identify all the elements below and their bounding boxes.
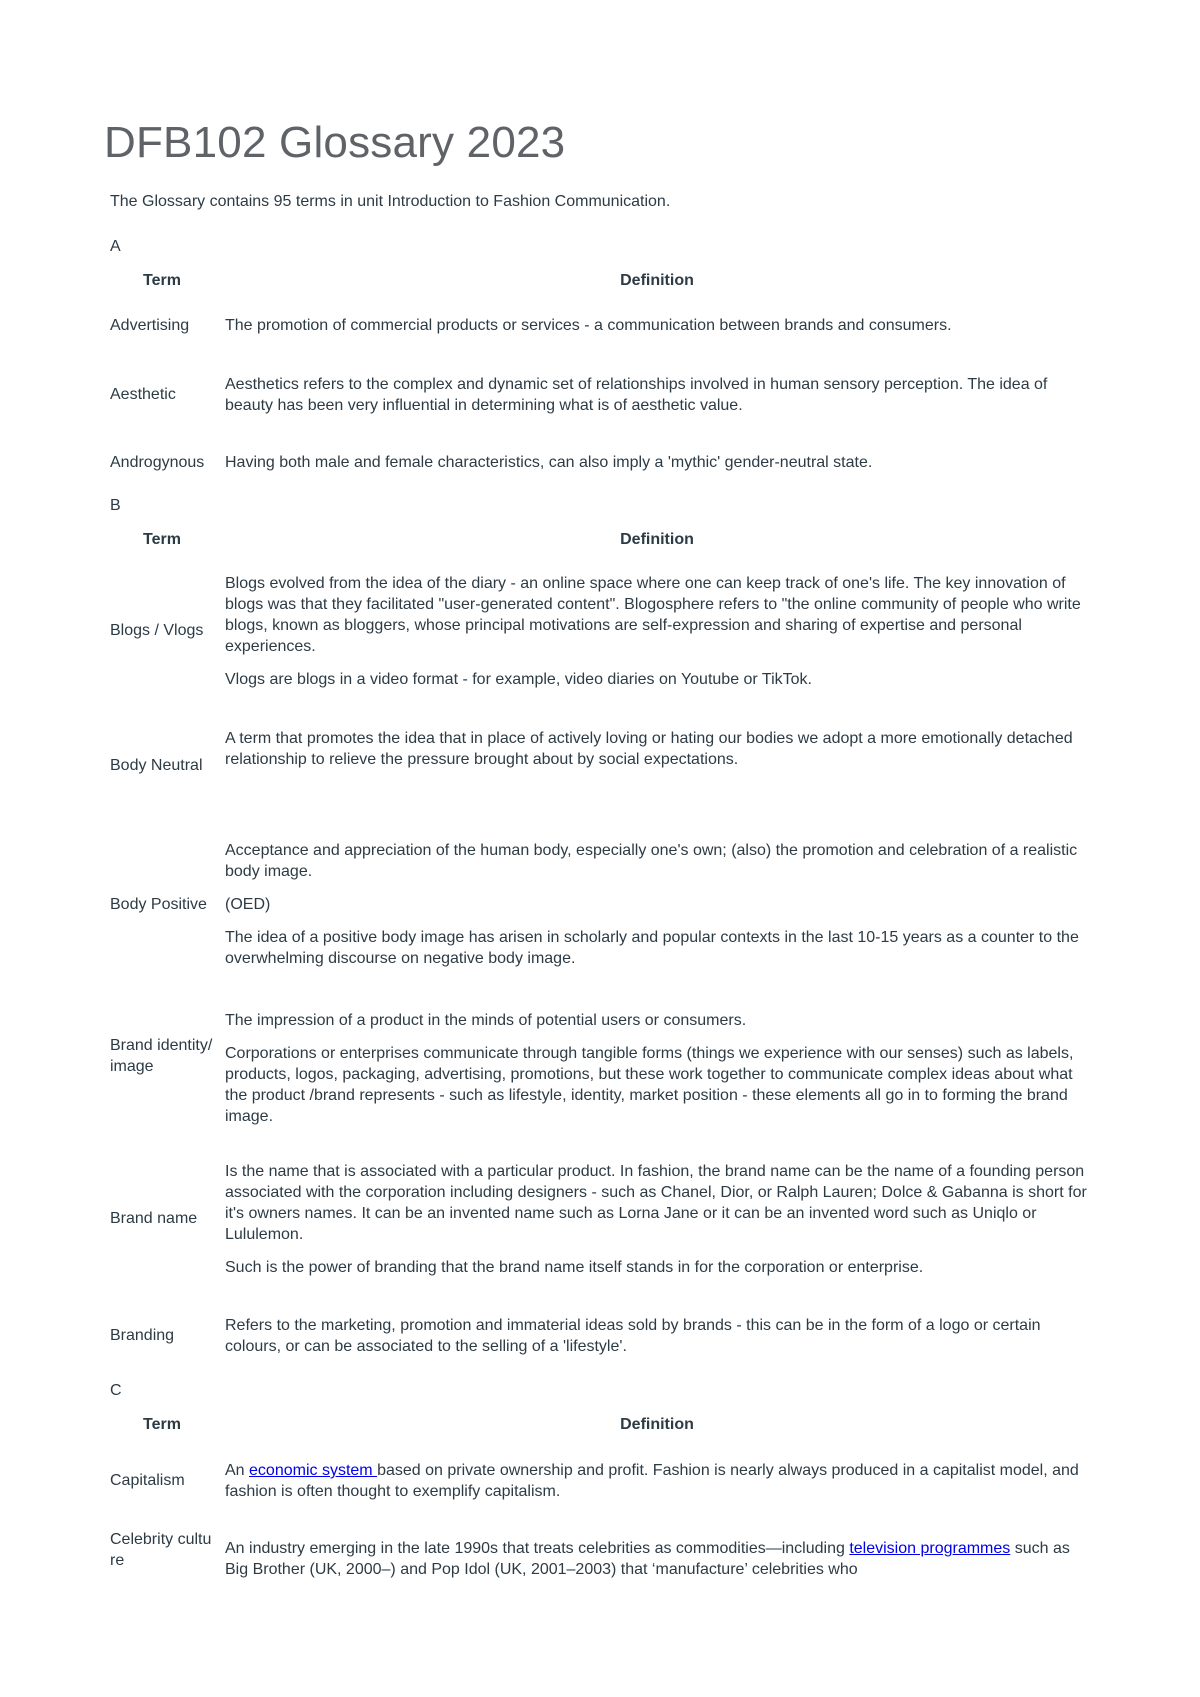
term-blogs-vlogs: Blogs / Vlogs [110,622,204,639]
definition-body-positive [225,840,1091,969]
definition-blogs-vlogs [225,573,1091,690]
definition-paragraph: Corporations or enterprises communicate through tangible forms (things we experience with our senses) such as labels, products, logos, packaging, advertising, promotions, but these work together to communicate complex ideas about what the product /brand represents - such as lifestyle, identity, market position - these elements all go in to forming the brand image. [225,1045,1074,1125]
glossary-intro: The Glossary contains 95 terms in unit Introduction to Fashion Communication. [110,193,671,210]
section-letter-c: C [110,1382,122,1399]
term-androgynous: Androgynous [110,454,205,471]
definition-paragraph [225,1460,1091,1502]
term-column-header: Term [143,1416,181,1433]
definition-paragraph: Aesthetics refers to the complex and dynamic set of relationships involved in human sensory perception. The idea of beauty has been very influential in determining what is of aesthetic value. [225,376,1048,414]
definition-paragraph: The idea of a positive body image has arisen in scholarly and popular contexts in the last 10-15 years as a counter to the overwhelming discourse on negative body image. [225,929,1079,967]
term-brand-identity-image: Brand identity/image [110,1037,213,1075]
term-aesthetic: Aesthetic [110,386,176,403]
definition-brand-name [225,1161,1091,1278]
definition-text: based on private ownership and profit. Fashion is nearly always produced in a capitalist model, and fashion is often thought to exemplify capitalism. [225,1462,1079,1500]
definition-text: such as Big Brother (UK, 2000–) and Pop Idol (UK, 2001–2003) that ‘manufacture’ celebrities who [225,1540,1070,1578]
term-brand-name: Brand name [110,1210,198,1227]
economic-system-link[interactable]: economic system [249,1462,378,1479]
definition-advertising [225,315,1091,336]
definition-capitalism [225,1460,1091,1502]
term-column-header: Term [143,272,181,289]
term-branding: Branding [110,1327,175,1344]
definition-branding [225,1315,1091,1357]
definition-paragraph: Blogs evolved from the idea of the diary - an online space where one can keep track of one's life. The key innovation of blogs was that they facilitated "user-generated content". Blogosphere refers to "the online community of people who write blogs, known as bloggers, whose principal motivations are self-expression and sharing of expertise and personal experiences. [225,575,1081,655]
definition-paragraph: Having both male and female characteristics, can also imply a 'mythic' gender-neutral state. [225,454,873,471]
definition-paragraph: Such is the power of branding that the brand name itself stands in for the corporation or enterprise. [225,1259,924,1276]
term-body-positive: Body Positive [110,896,207,913]
definition-paragraph: Refers to the marketing, promotion and immaterial ideas sold by brands - this can be in the form of a logo or certain colours, or can be associated to the selling of a 'lifestyle'. [225,1317,1041,1355]
definition-text: An industry emerging in the late 1990s that treats celebrities as commodities—including [225,1540,850,1557]
definition-celebrity-culture [225,1538,1091,1580]
definition-paragraph: The impression of a product in the minds of potential users or consumers. [225,1012,747,1029]
definition-paragraph: A term that promotes the idea that in place of actively loving or hating our bodies we adopt a more emotionally detached relationship to relieve the pressure brought about by social expectations. [225,730,1073,768]
section-letter-b: B [110,497,121,514]
page-title: DFB102 Glossary 2023 [104,118,566,167]
definition-text: An [225,1462,250,1479]
definition-column-header: Definition [620,1416,694,1433]
term-capitalism: Capitalism [110,1472,185,1489]
definition-paragraph: (OED) [225,896,271,913]
definition-androgynous [225,452,1091,473]
term-body-neutral: Body Neutral [110,757,203,774]
term-advertising: Advertising [110,317,190,334]
definition-paragraph [225,1538,1091,1580]
term-celebrity-culture: Celebrity culture [110,1531,212,1569]
definition-paragraph: Vlogs are blogs in a video format - for example, video diaries on Youtube or TikTok. [225,671,812,688]
definition-brand-identity-image [225,1010,1091,1127]
definition-column-header: Definition [620,272,694,289]
definition-paragraph: Acceptance and appreciation of the human body, especially one's own; (also) the promotion and celebration of a realistic body image. [225,842,1078,880]
section-letter-a: A [110,238,121,255]
definition-paragraph: Is the name that is associated with a particular product. In fashion, the brand name can be the name of a founding person associated with the corporation including designers - such as Chanel, Dior, or Ralph Lauren; Dolce & Gabanna is short for it's owners names. It can be an invented name such as Lorna Jane or it can be an invented word such as Uniqlo or Lululemon. [225,1163,1087,1243]
term-column-header: Term [143,531,181,548]
definition-column-header: Definition [620,531,694,548]
television-programmes-link[interactable]: television programmes [849,1540,1011,1557]
definition-aesthetic [225,374,1091,416]
definition-paragraph: The promotion of commercial products or services - a communication between brands and consumers. [225,317,952,334]
definition-body-neutral [225,728,1091,770]
